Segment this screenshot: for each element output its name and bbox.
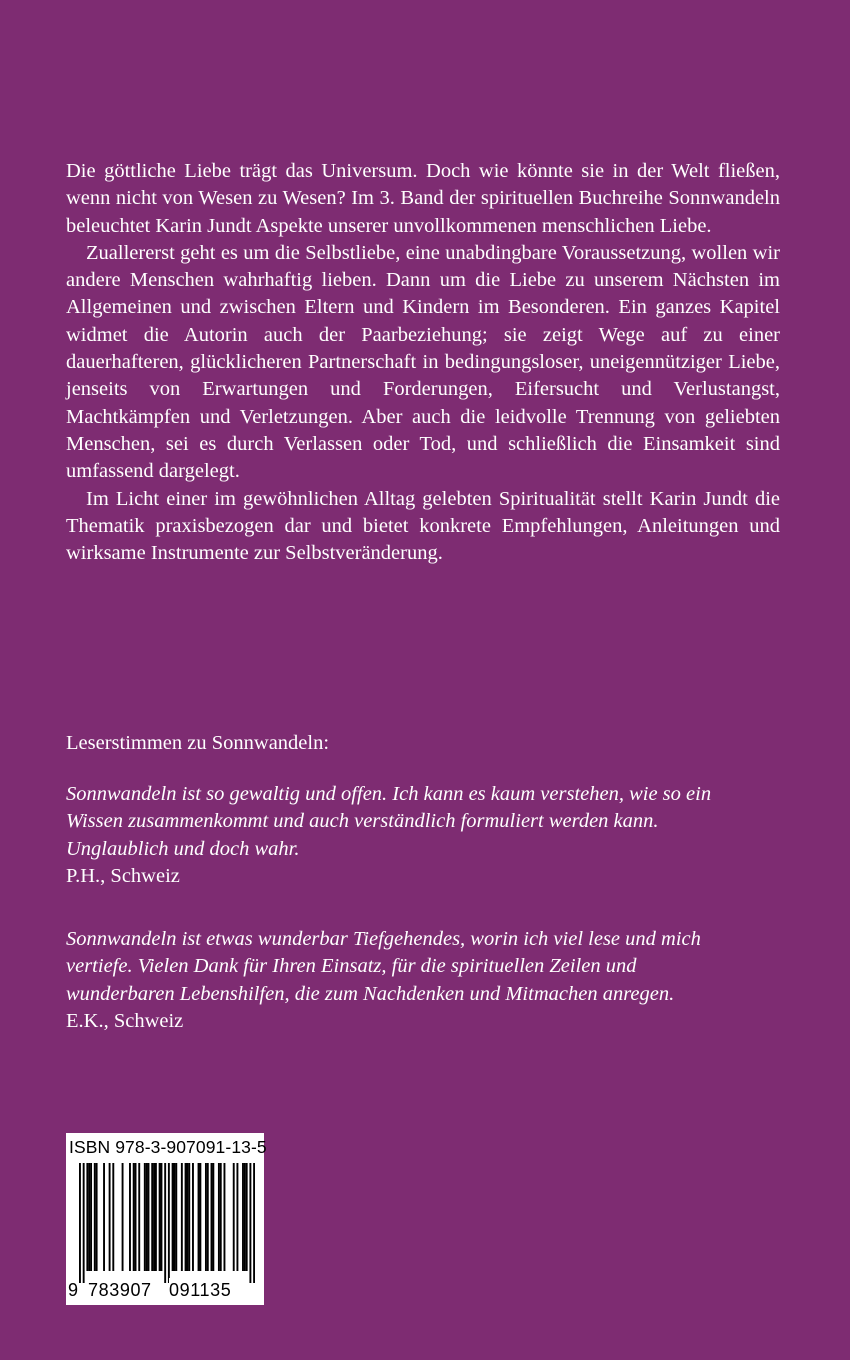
- barcode-bar: [90, 1163, 92, 1271]
- barcode-bar: [218, 1163, 220, 1271]
- barcode-bar: [144, 1163, 146, 1271]
- barcode-bar: [161, 1163, 163, 1271]
- barcode-bar: [185, 1163, 187, 1271]
- barcode-bar: [236, 1163, 238, 1271]
- blurb-text: [66, 158, 780, 567]
- review-author: P.H., Schweiz: [66, 864, 180, 887]
- barcode-bars: [79, 1163, 255, 1283]
- barcode-bar: [249, 1163, 251, 1283]
- barcode-bar: [146, 1163, 148, 1271]
- barcode-bar: [135, 1163, 137, 1271]
- reader-review: [66, 926, 746, 1035]
- barcode-bar: [168, 1163, 170, 1283]
- barcode-digits-right: 091135: [169, 1280, 232, 1300]
- barcode-bar: [172, 1163, 174, 1271]
- barcode-bar: [173, 1163, 175, 1271]
- reviews-heading: Leserstimmen zu Sonnwandeln:: [66, 732, 330, 754]
- blurb-paragraph-3: Im Licht einer im gewöhnlichen Alltag gelebten Spiritualität stellt Karin Jundt die Thematik praxisbezogen dar und bietet konkrete Empfehlungen, Anleitungen und wirksame Instrumente zur Selbstveränderung.: [66, 487, 780, 565]
- barcode-bar: [224, 1163, 226, 1271]
- barcode-bar: [253, 1163, 255, 1283]
- barcode-bar: [79, 1163, 81, 1283]
- barcode-bar: [83, 1163, 85, 1283]
- barcode-bar: [109, 1163, 111, 1271]
- barcode-bar: [103, 1163, 105, 1271]
- barcode-bar: [88, 1163, 90, 1271]
- review-author: E.K., Schweiz: [66, 1009, 184, 1032]
- barcode-bar: [164, 1163, 166, 1283]
- barcode-bar: [151, 1163, 153, 1271]
- barcode-bar: [242, 1163, 244, 1271]
- review-quote: Sonnwandeln ist so gewaltig und offen. Ich kann es kaum verstehen, wie so ein Wissen zusammenkommt und auch verständlich formuliert werden kann. Unglaublich und doch wahr.: [66, 783, 712, 860]
- barcode-bar: [155, 1163, 157, 1271]
- barcode-bar: [207, 1163, 209, 1271]
- barcode-bar: [198, 1163, 200, 1271]
- barcode-bar: [96, 1163, 98, 1271]
- barcode-bar: [94, 1163, 96, 1271]
- barcode-digits: [66, 1278, 264, 1302]
- review-quote: Sonnwandeln ist etwas wunderbar Tiefgehendes, worin ich viel lese und mich vertiefe. Vielen Dank für Ihren Einsatz, für die spirituellen Zeilen und wunderbaren Lebenshilfen, die zum Nachdenken und Mitmachen anregen.: [66, 928, 701, 1005]
- isbn-label: ISBN 978-3-907091-13-5: [69, 1137, 267, 1157]
- barcode-bar: [133, 1163, 135, 1271]
- barcode-bar: [122, 1163, 124, 1271]
- blurb-paragraph-2: Zuallererst geht es um die Selbstliebe, eine unabdingbare Voraussetzung, wollen wir andere Menschen wahrhaftig lieben. Dann um die Liebe zu unserem Nächsten im Allgemeinen und zwischen Eltern und Kindern im Besonderen. Ein ganzes Kapitel widmet die Autorin auch der Paarbeziehung; sie zeigt Wege auf zu einer dauerhafteren, glücklicheren Partnerschaft in bedingungsloser, uneigennütziger Liebe, jenseits von Erwartungen und Forderungen, Eifersucht und Verlustangst, Machtkämpfen und Verletzungen. Aber auch die leidvolle Trennung von geliebten Menschen, sei es durch Verlassen oder Tod, und schließlich die Einsamkeit sind umfassend dargelegt.: [66, 241, 780, 483]
- barcode-bar: [192, 1163, 194, 1271]
- barcode-bar: [175, 1163, 177, 1271]
- barcode-bar: [244, 1163, 246, 1271]
- barcode-bar: [129, 1163, 131, 1271]
- barcode-bar: [112, 1163, 114, 1271]
- barcode-digit-first: 9: [68, 1280, 79, 1300]
- barcode-digits-left: 783907: [88, 1280, 152, 1300]
- barcode-bar: [211, 1163, 213, 1271]
- barcode-bar: [220, 1163, 222, 1271]
- barcode-bar: [199, 1163, 201, 1271]
- barcode-bar: [233, 1163, 235, 1271]
- barcode-bar: [159, 1163, 161, 1271]
- barcode-bar: [188, 1163, 190, 1271]
- barcode-bar: [212, 1163, 214, 1271]
- barcode-bar: [205, 1163, 207, 1271]
- barcode-bar: [153, 1163, 155, 1271]
- barcode-bar: [186, 1163, 188, 1271]
- barcode-bar: [148, 1163, 150, 1271]
- barcode-bar: [181, 1163, 183, 1271]
- blurb-paragraph-1: Die göttliche Liebe trägt das Universum. Doch wie könnte sie in der Welt fließen, wenn nicht von Wesen zu Wesen? Im 3. Band der spirituellen Buchreihe Sonnwandeln beleuchtet Karin Jundt Aspekte unserer unvollkommenen menschlichen Liebe.: [66, 160, 780, 237]
- barcode-bar: [86, 1163, 88, 1271]
- isbn-barcode: [66, 1133, 267, 1305]
- barcode-bar: [246, 1163, 248, 1271]
- barcode-bar: [138, 1163, 140, 1271]
- reader-review: [66, 781, 746, 890]
